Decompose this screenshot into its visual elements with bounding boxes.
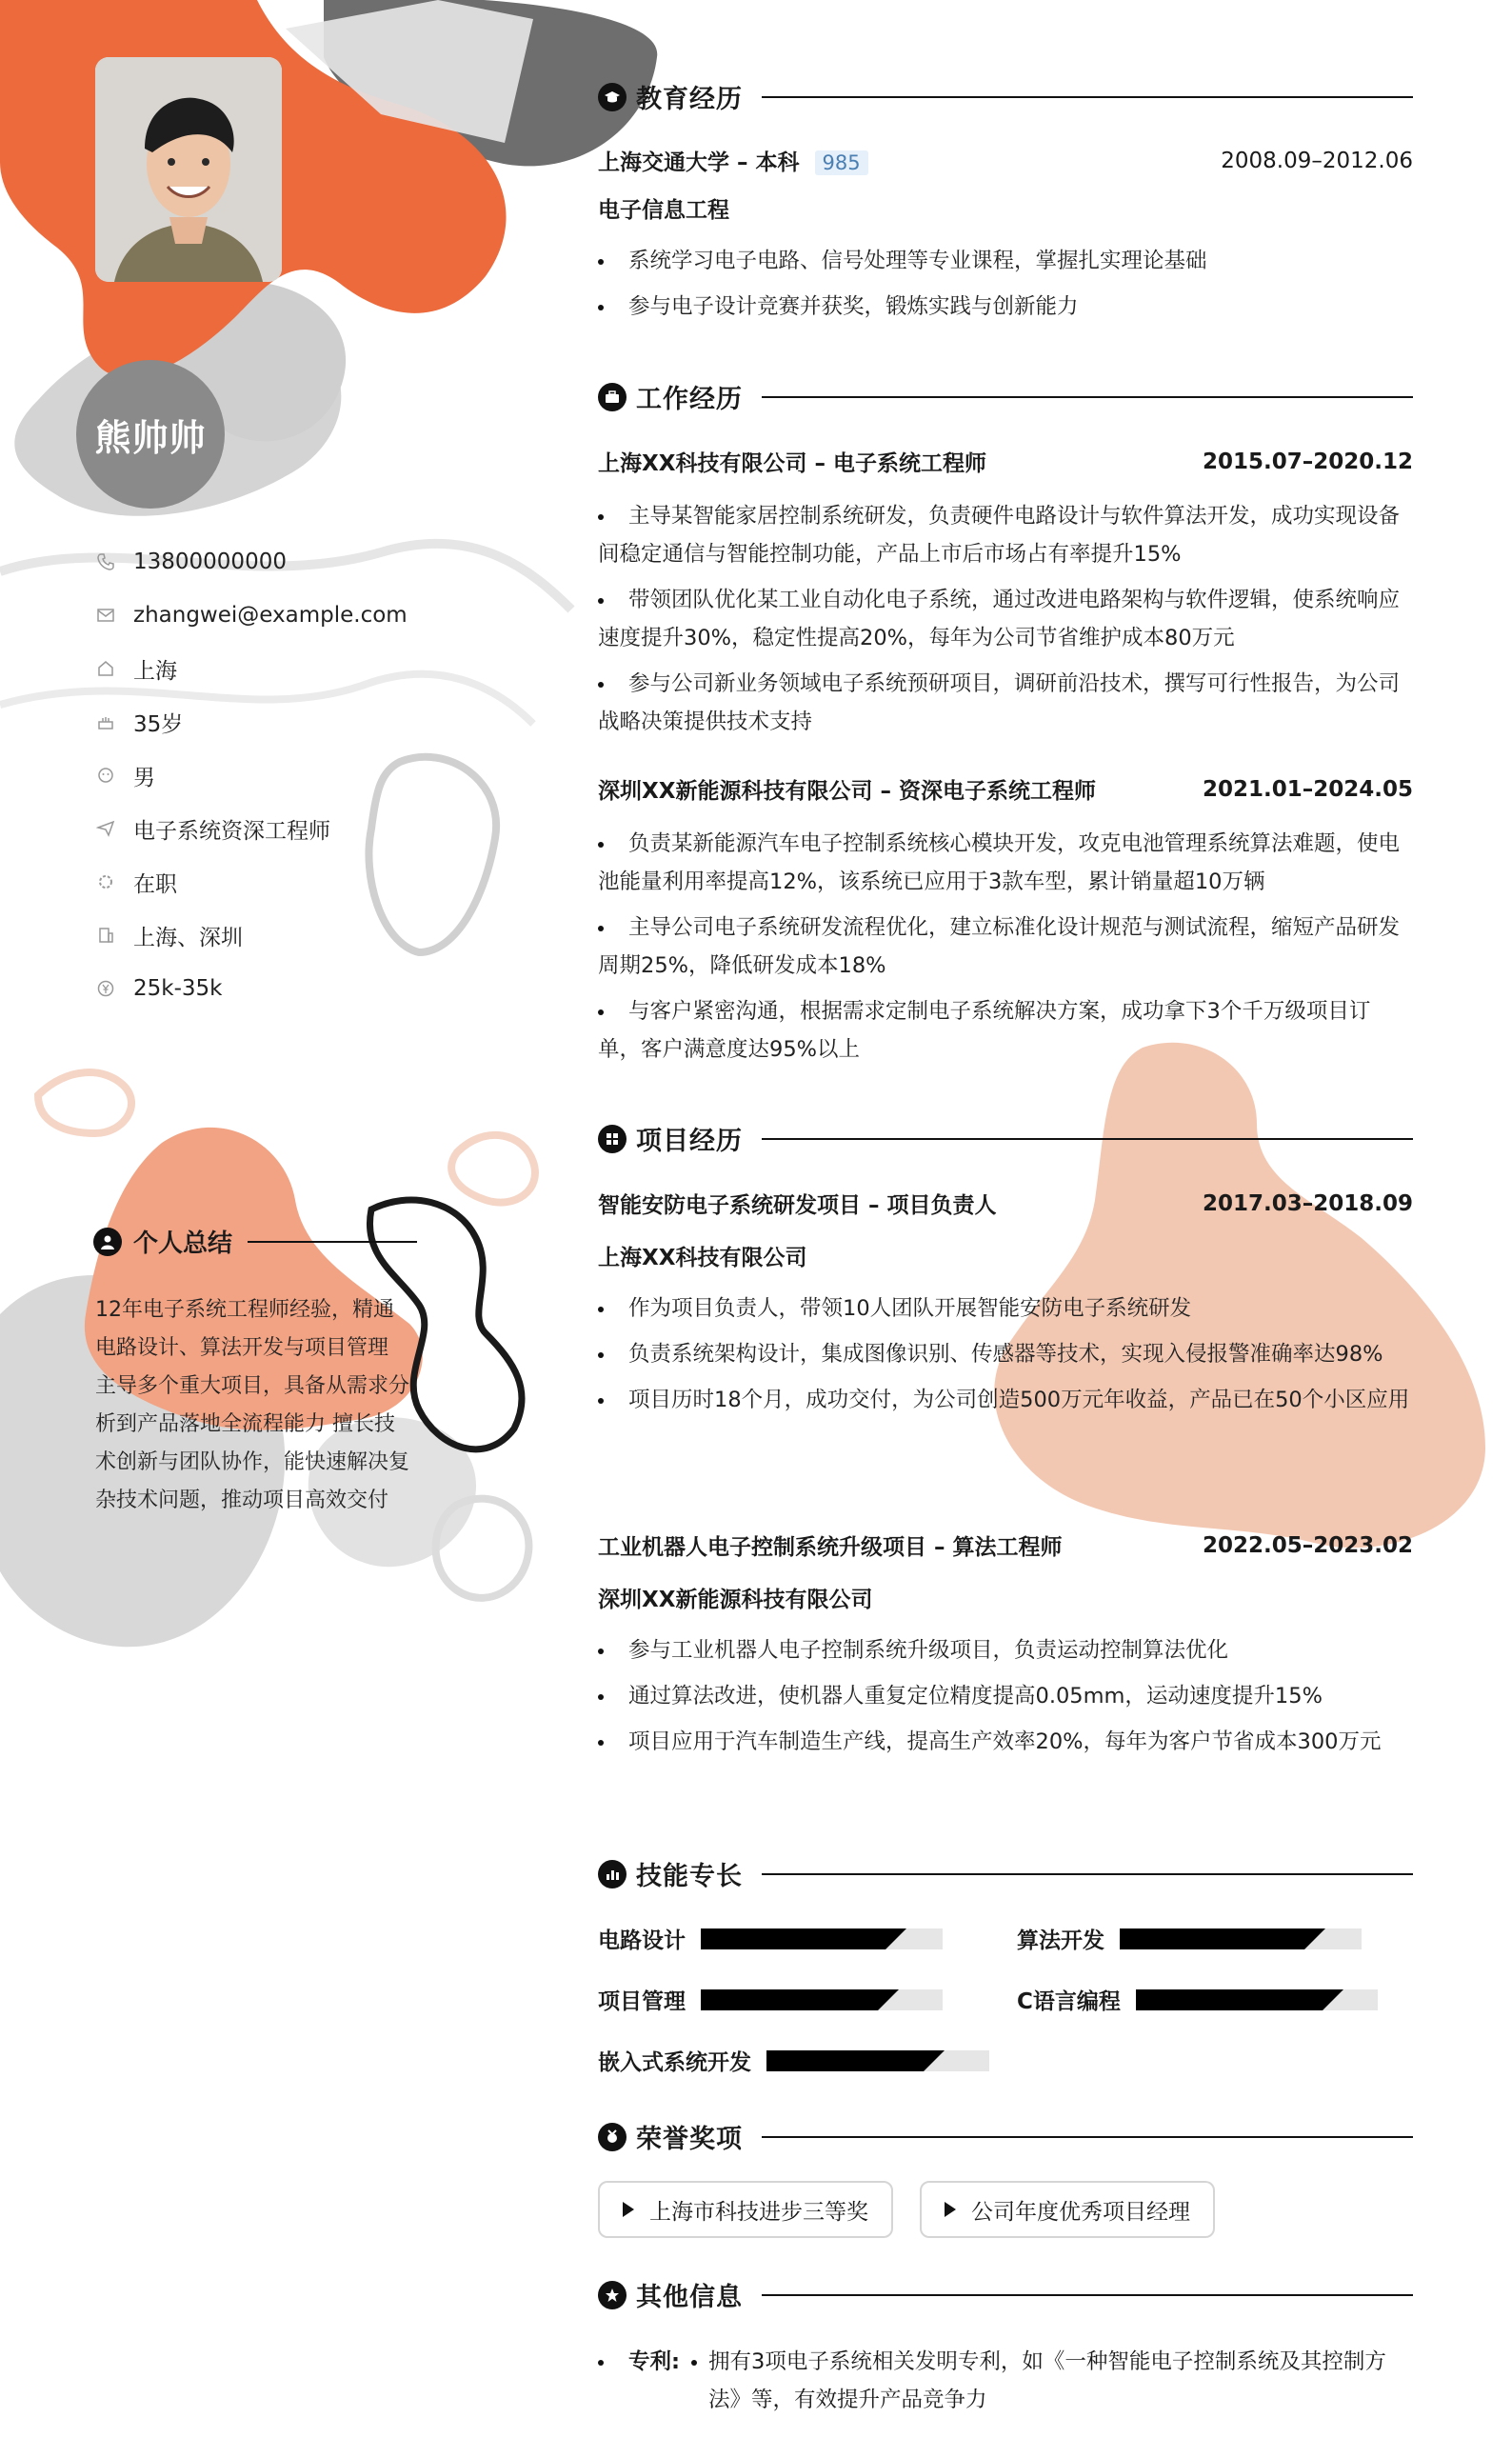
award-text: 上海市科技进步三等奖	[649, 2199, 868, 2225]
salary-text: 25k-35k	[133, 976, 223, 1001]
briefcase-icon	[598, 383, 627, 411]
work-divider	[762, 396, 1413, 398]
skill-item	[1017, 1923, 1362, 1954]
skill-item	[1017, 1984, 1378, 2015]
list-item: 参与电子设计竞赛并获奖，锻炼实践与创新能力	[598, 288, 1413, 326]
skill-bar	[701, 1989, 943, 2010]
skill-item	[598, 1984, 943, 2015]
bullet-dot	[598, 2343, 628, 2419]
contact-status	[95, 855, 457, 909]
job-date: 2021.01–2024.05	[1202, 776, 1413, 802]
summary-title: 个人总结	[133, 1229, 233, 1258]
grid-icon	[598, 1125, 627, 1153]
skill-bar	[1136, 1989, 1378, 2010]
skill-fill	[1120, 1928, 1304, 1949]
job-row	[598, 773, 1413, 805]
section-education-header	[598, 78, 1413, 115]
section-projects-header	[598, 1120, 1413, 1157]
home-icon	[95, 658, 116, 679]
project-bullets	[598, 1631, 1413, 1769]
education-date: 2008.09–2012.06	[1221, 148, 1413, 173]
project-row	[598, 1188, 1413, 1219]
other-text: 拥有3项电子系统相关发明专利，如《一种智能电子控制系统及其控制方法》等，有效提升产品竞争力	[708, 2349, 1386, 2412]
medal-icon	[598, 2123, 627, 2151]
age-text: 35岁	[133, 711, 184, 737]
job-bullets	[598, 497, 1413, 749]
projects-title: 项目经历	[636, 1127, 743, 1156]
list-item: 参与工业机器人电子控制系统升级项目，负责运动控制算法优化	[598, 1631, 1413, 1669]
job-date: 2015.07–2020.12	[1202, 449, 1413, 474]
list-item: 项目应用于汽车制造生产线，提高生产效率20%，每年为客户节省成本300万元	[598, 1723, 1413, 1761]
contact-phone	[95, 535, 457, 589]
contact-cities	[95, 909, 457, 962]
contact-salary	[95, 962, 457, 1015]
list-item: 作为项目负责人，带领10人团队开展智能安防电子系统研发	[598, 1289, 1413, 1328]
contact-location	[95, 642, 457, 695]
skill-name: 项目管理	[598, 1989, 686, 2014]
list-item: 系统学习电子电路、信号处理等专业课程，掌握扎实理论基础	[598, 242, 1413, 280]
award-chip	[598, 2181, 893, 2238]
skill-name: 算法开发	[1017, 1928, 1104, 1953]
skill-item	[598, 1923, 943, 1954]
status-text: 在职	[133, 871, 177, 897]
skills-divider	[762, 1873, 1413, 1875]
award-chip	[920, 2181, 1215, 2238]
project-date: 2017.03–2018.09	[1202, 1190, 1413, 1216]
phone-icon	[95, 551, 116, 572]
status-icon	[95, 871, 116, 892]
graduation-cap-icon	[598, 83, 627, 111]
summary-header	[93, 1224, 417, 1259]
section-skills-header	[598, 1855, 1413, 1892]
project-date: 2022.05–2023.02	[1202, 1532, 1413, 1558]
skills-title: 技能专长	[636, 1862, 743, 1891]
skill-name: C语言编程	[1017, 1989, 1121, 2014]
summary-divider	[248, 1241, 417, 1243]
job-row	[598, 446, 1413, 477]
mail-icon	[95, 605, 116, 626]
play-icon	[945, 2202, 956, 2217]
list-item: 负责某新能源汽车电子控制系统核心模块开发，攻克电池管理系统算法难题，使电池能量利用率提高12%，该系统已应用于3款车型，累计销量超10万辆	[598, 825, 1413, 901]
bullet-dot	[680, 2343, 708, 2419]
phone-text: 13800000000	[133, 550, 287, 574]
section-awards-header	[598, 2118, 1413, 2155]
cake-icon	[95, 711, 116, 732]
other-info	[598, 2343, 1413, 2419]
contact-list	[95, 535, 457, 1015]
list-item: 与客户紧密沟通，根据需求定制电子系统解决方案，成功拿下3个千万级项目订单，客户满意度达95%以上	[598, 992, 1413, 1069]
star-icon	[598, 2281, 627, 2309]
project-heading: 智能安防电子系统研发项目 – 项目负责人	[598, 1193, 997, 1218]
award-text: 公司年度优秀项目经理	[971, 2199, 1190, 2225]
summary-text: 12年电子系统工程师经验，精通电路设计、算法开发与项目管理 主导多个重大项目，具备从需求分析到产品落地全流程能力 擅长技术创新与团队协作，能快速解决复杂技术问题，推动项目高效交付	[95, 1298, 410, 1512]
project-heading: 工业机器人电子控制系统升级项目 – 算法工程师	[598, 1535, 1063, 1560]
skill-fill	[1136, 1989, 1323, 2010]
other-label: 专利:	[628, 2349, 680, 2374]
user-icon	[93, 1228, 122, 1256]
education-row	[598, 145, 1413, 176]
profile-photo	[95, 57, 282, 282]
project-bullets	[598, 1289, 1413, 1427]
send-icon	[95, 818, 116, 839]
contact-age	[95, 695, 457, 749]
job-heading: 深圳XX新能源科技有限公司 – 资深电子系统工程师	[598, 779, 1096, 804]
awards-title: 荣誉奖项	[636, 2125, 743, 2154]
project-company: 上海XX科技有限公司	[598, 1246, 807, 1270]
portrait-image	[95, 57, 282, 282]
project-company: 深圳XX新能源科技有限公司	[598, 1588, 873, 1612]
work-title: 工作经历	[636, 385, 743, 414]
contact-gender	[95, 749, 457, 802]
contact-position	[95, 802, 457, 855]
skill-item	[598, 2045, 989, 2076]
position-text: 电子系统资深工程师	[133, 818, 330, 844]
section-other-header	[598, 2276, 1413, 2313]
education-divider	[762, 96, 1413, 98]
projects-divider	[762, 1138, 1413, 1140]
list-item: 通过算法改进，使机器人重复定位精度提高0.05mm，运动速度提升15%	[598, 1677, 1413, 1715]
location-text: 上海	[133, 658, 177, 684]
education-major: 电子信息工程	[598, 198, 729, 223]
name-badge	[76, 360, 225, 509]
other-divider	[762, 2294, 1413, 2296]
cities-text: 上海、深圳	[133, 925, 243, 950]
school-tag: 985	[815, 150, 868, 175]
play-icon	[623, 2202, 634, 2217]
yen-icon	[95, 978, 116, 999]
face-icon	[95, 765, 116, 786]
skill-bar	[766, 2050, 989, 2071]
skill-fill	[766, 2050, 924, 2071]
education-title: 教育经历	[636, 85, 743, 114]
list-item: 带领团队优化某工业自动化电子系统，通过改进电路架构与软件逻辑，使系统响应速度提升30%，稳定性提高20%，每年为公司节省维护成本80万元	[598, 581, 1413, 657]
list-item: 项目历时18个月，成功交付，为公司创造500万元年收益，产品已在50个小区应用	[598, 1381, 1413, 1419]
list-item: 主导公司电子系统研发流程优化，建立标准化设计规范与测试流程，缩短产品研发周期25%，降低研发成本18%	[598, 909, 1413, 985]
awards-divider	[762, 2136, 1413, 2138]
list-item: 参与公司新业务领域电子系统预研项目，调研前沿技术，撰写可行性报告，为公司战略决策提供技术支持	[598, 665, 1413, 741]
skill-bar	[701, 1928, 943, 1949]
skill-fill	[701, 1928, 885, 1949]
skill-name: 电路设计	[598, 1928, 686, 1953]
bar-chart-icon	[598, 1860, 627, 1888]
email-text: zhangwei@example.com	[133, 603, 408, 628]
skill-name: 嵌入式系统开发	[598, 2050, 751, 2075]
candidate-name: 熊帅帅	[94, 416, 207, 459]
gender-text: 男	[133, 765, 155, 790]
job-bullets	[598, 825, 1413, 1076]
building-icon	[95, 925, 116, 946]
contact-email	[95, 589, 457, 642]
list-item: 主导某智能家居控制系统研发，负责硬件电路设计与软件算法开发，成功实现设备间稳定通信与智能控制功能，产品上市后市场占有率提升15%	[598, 497, 1413, 573]
skill-bar	[1120, 1928, 1362, 1949]
project-row	[598, 1529, 1413, 1561]
section-work-header	[598, 378, 1413, 415]
skill-fill	[701, 1989, 878, 2010]
list-item: 负责系统架构设计，集成图像识别、传感器等技术，实现入侵报警准确率达98%	[598, 1335, 1413, 1373]
school-name: 上海交通大学 – 本科	[598, 150, 800, 175]
other-title: 其他信息	[636, 2283, 743, 2312]
job-heading: 上海XX科技有限公司 – 电子系统工程师	[598, 451, 986, 476]
education-bullets	[598, 242, 1413, 333]
